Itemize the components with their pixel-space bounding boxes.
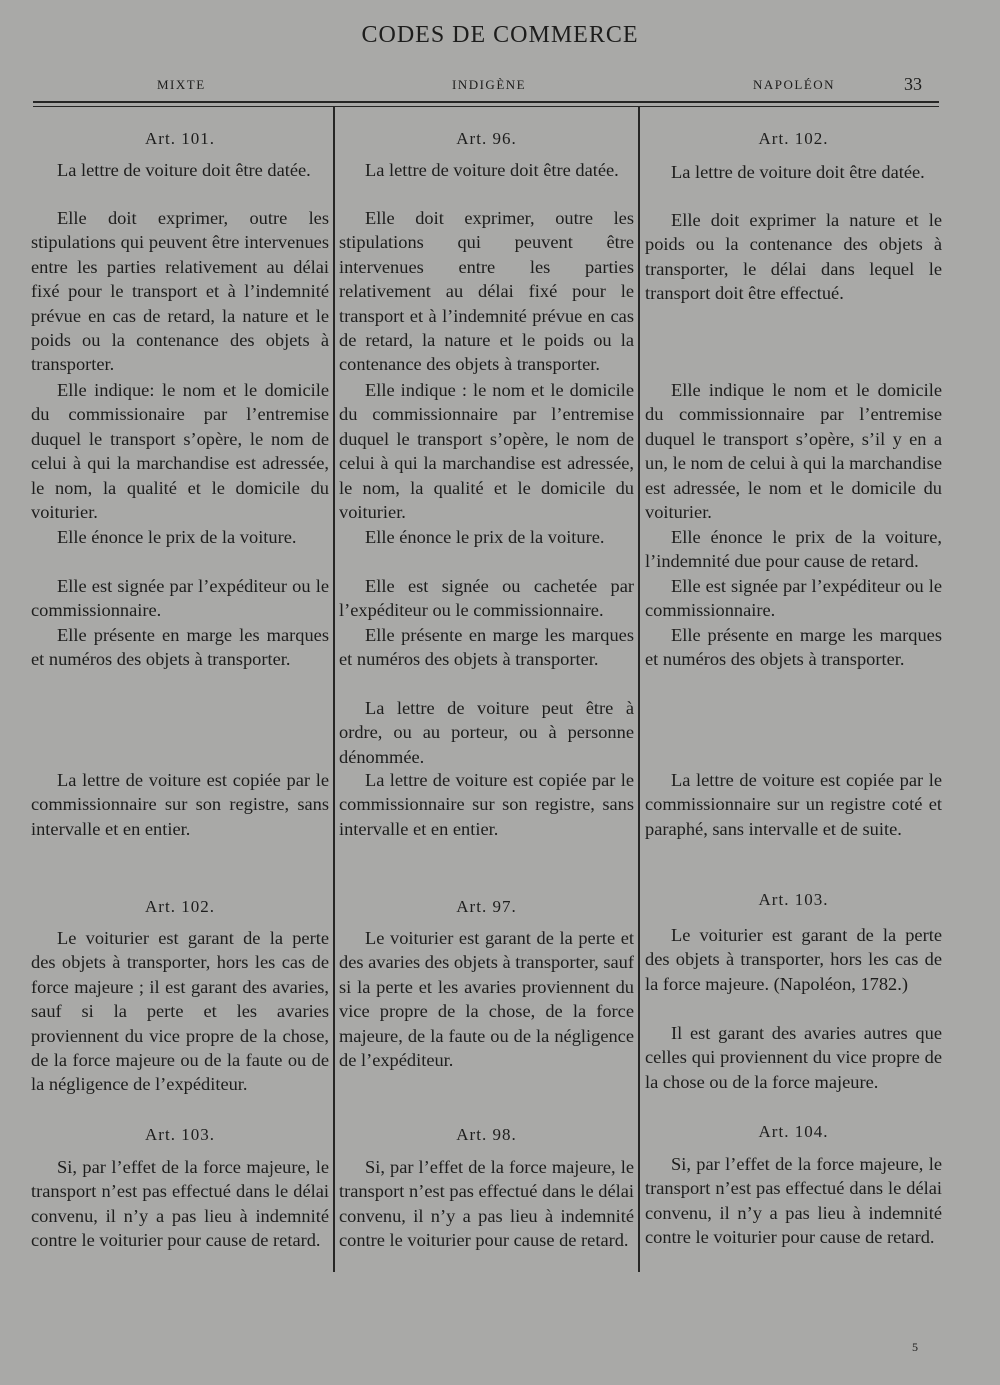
article-heading: Art. 103. xyxy=(145,1125,215,1144)
article-heading: Art. 104. xyxy=(758,1122,829,1141)
paragraph: Elle énonce le prix de la voiture, l’indemnité due pour cause de retard. xyxy=(645,527,942,572)
paragraph: Elle doit exprimer, outre les stipulations qui peuvent être intervenues entre les parties relativement au délai fixé pour le transport et à l’indemnité prévue en cas de retard, la nature et le poids ou la contenance des objets à transporter. xyxy=(31,208,329,375)
page-number: 33 xyxy=(904,74,922,94)
paragraph: Le voiturier est garant de la perte des objets à transporter, hors les cas de la force majeure. (Napoléon, 1782.) xyxy=(645,925,942,994)
article-heading: Art. 96. xyxy=(456,129,517,148)
paragraph: Elle est signée par l’expéditeur ou le commissionnaire. xyxy=(31,576,329,621)
paragraph: La lettre de voiture est copiée par le commissionnaire sur son registre, sans intervalle et en entier. xyxy=(31,770,329,839)
paragraph: Il est garant des avaries autres que celles qui proviennent du vice propre de la chose ou de la force majeure. xyxy=(645,1023,942,1092)
article-heading: Art. 102. xyxy=(758,129,829,148)
paragraph: La lettre de voiture peut être à ordre, ou au porteur, ou à personne dénommée. xyxy=(339,698,634,767)
paragraph: Le voiturier est garant de la perte des objets à transporter, hors les cas de force majeure ; il est garant des avaries, sauf si la perte et les avaries proviennent du vice propre de la chose, de la force majeure ou de la faute ou de la négligence de l’expéditeur. xyxy=(31,928,329,1095)
column-header-napoleon: NAPOLÉON xyxy=(753,77,836,92)
page-title: CODES DE COMMERCE xyxy=(361,22,639,48)
paragraph: Elle énonce le prix de la voiture. xyxy=(57,527,297,547)
paragraph: La lettre de voiture doit être datée. xyxy=(671,162,925,182)
article-heading: Art. 103. xyxy=(758,890,829,909)
paragraph: Si, par l’effet de la force majeure, le transport n’est pas effectué dans le délai convenu, il n’y a pas lieu à indemnité contre le voiturier pour cause de retard. xyxy=(645,1154,942,1248)
paragraph: Elle présente en marge les marques et numéros des objets à transporter. xyxy=(339,625,634,670)
signature-mark: 5 xyxy=(912,1340,918,1354)
column-header-mixte: MIXTE xyxy=(157,77,206,92)
paragraph: Si, par l’effet de la force majeure, le transport n’est pas effectué dans le délai convenu, il n’y a pas lieu à indemnité contre le voiturier pour cause de retard. xyxy=(31,1157,329,1251)
column-divider xyxy=(638,107,640,1272)
article-heading: Art. 98. xyxy=(456,1125,517,1144)
paragraph: Si, par l’effet de la force majeure, le transport n’est pas effectué dans le délai convenu, il n’y a pas lieu à indemnité contre le voiturier pour cause de retard. xyxy=(339,1157,634,1251)
paragraph: Elle indique: le nom et le domicile du commissionaire par l’entremise duquel le transport s’opère, le nom de celui à qui la marchandise est adressée, le nom, la qualité et le domicile du voiturier. xyxy=(31,380,329,523)
paragraph: Elle présente en marge les marques et numéros des objets à transporter. xyxy=(645,625,942,670)
paragraph: La lettre de voiture est copiée par le commissionnaire sur son registre, sans intervalle et en entier. xyxy=(339,770,634,839)
paragraph: Elle est signée par l’expéditeur ou le commissionnaire. xyxy=(645,576,942,621)
header-rule-thin xyxy=(33,106,939,107)
paragraph: La lettre de voiture doit être datée. xyxy=(365,160,619,180)
article-heading: Art. 101. xyxy=(145,129,215,148)
column-header-indigene: INDIGÈNE xyxy=(452,77,527,92)
paragraph: Elle indique le nom et le domicile du commissionnaire par l’entremise duquel le transport s’opère, s’il y en a un, le nom de celui à qui la marchandise est adressée, le nom et le domicile du voiturier. xyxy=(645,380,942,523)
article-heading: Art. 102. xyxy=(145,897,215,916)
paragraph: Le voiturier est garant de la perte et des avaries des objets à transporter, sauf si la perte et les avaries proviennent du vice propre de la chose, de la force majeure, de la faute ou de la négligence de l’expéditeur. xyxy=(339,928,634,1071)
paragraph: Elle doit exprimer la nature et le poids ou la contenance des objets à transporter, le délai dans lequel le transport doit être effectué. xyxy=(645,210,942,304)
paragraph: Elle indique : le nom et le domicile du commissionnaire par l’entremise duquel le transport s’opère, le nom de celui à qui la marchandise est adressée, le nom, la qualité et le domicile du voiturier. xyxy=(339,380,634,523)
paragraph: Elle énonce le prix de la voiture. xyxy=(365,527,605,547)
article-heading: Art. 97. xyxy=(456,897,517,916)
paragraph: Elle présente en marge les marques et numéros des objets à transporter. xyxy=(31,625,329,670)
paragraph: Elle doit exprimer, outre les stipulations qui peuvent être intervenues entre les parties relativement au délai fixé pour le transport et à l’indemnité prévue en cas de retard, la nature et le poids ou la contenance des objets à transporter. xyxy=(339,208,634,375)
column-divider xyxy=(333,107,335,1272)
paragraph: Elle est signée ou cachetée par l’expéditeur ou le commissionnaire. xyxy=(339,576,634,621)
paragraph: La lettre de voiture doit être datée. xyxy=(57,160,311,180)
paragraph: La lettre de voiture est copiée par le commissionnaire sur un registre coté et paraphé, sans intervalle et de suite. xyxy=(645,770,942,839)
header-rule xyxy=(33,101,939,103)
